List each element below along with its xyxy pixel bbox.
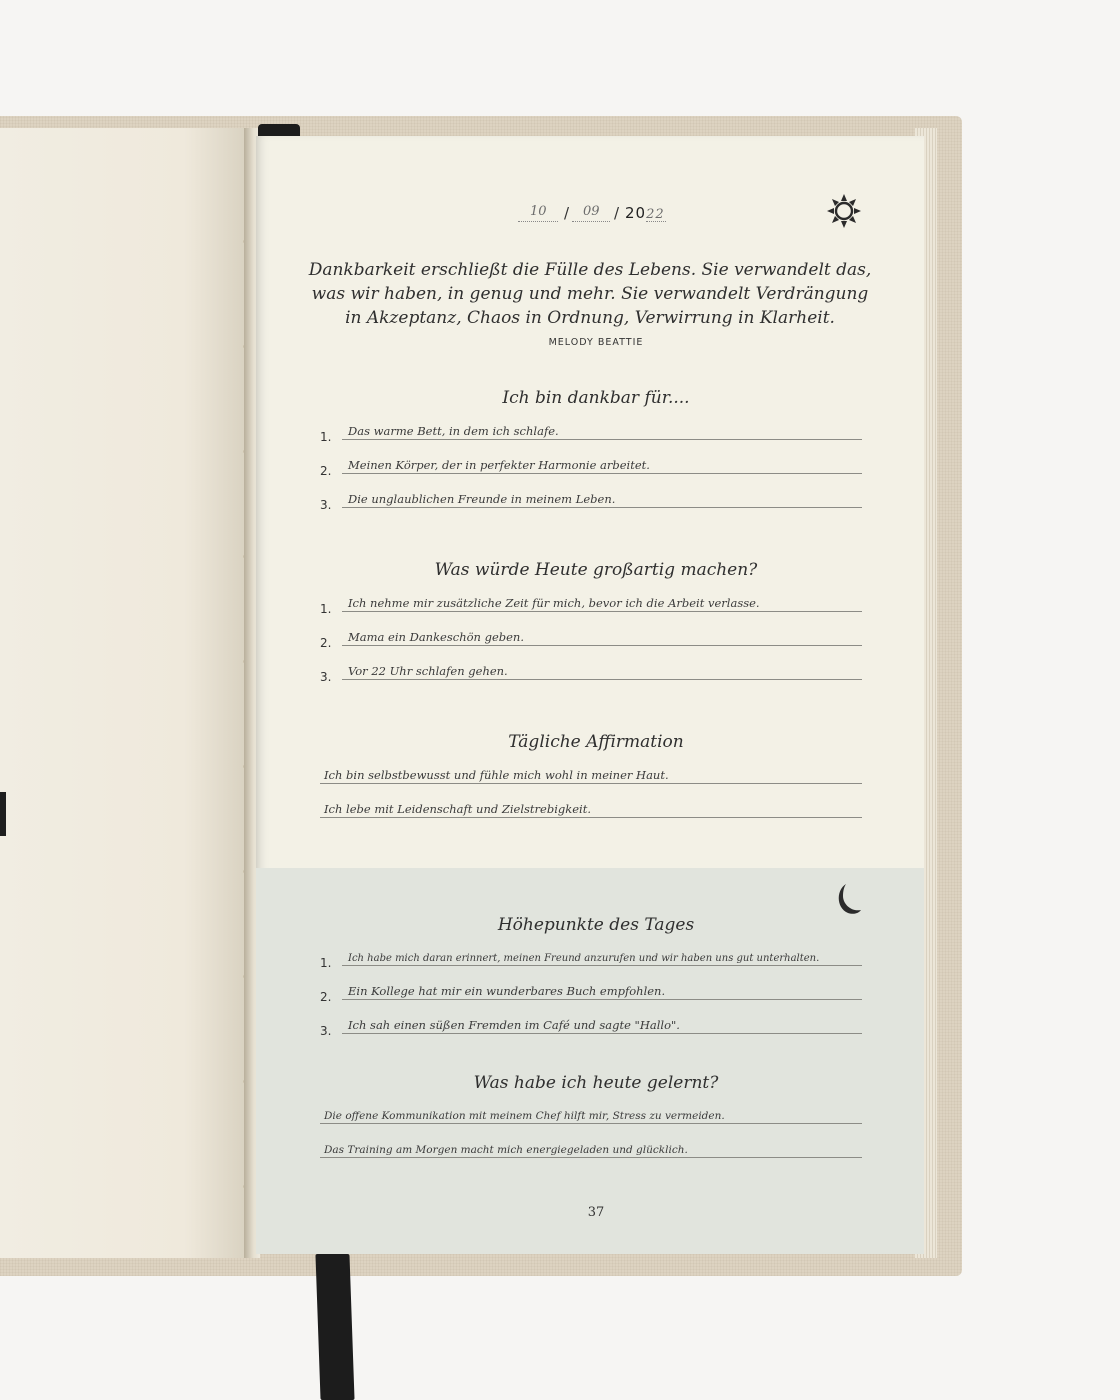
highlights-entry[interactable] [320,1008,862,1038]
highlights-entry[interactable] [320,940,862,970]
great-day-heading: Was würde Heute großartig machen? [434,560,758,580]
writing-line [320,783,862,784]
entry-text: Mama ein Dankeschön geben. [348,630,524,644]
date-month[interactable]: 09 [583,204,600,219]
gratitude-entry[interactable] [320,414,862,444]
entry-number: 3. [320,1024,332,1038]
date-year-dots [646,221,666,222]
entry-number: 1. [320,956,332,970]
writing-line [342,439,862,440]
entry-number: 3. [320,670,332,684]
date-day[interactable]: 10 [530,204,547,219]
entry-number: 3. [320,498,332,512]
entry-number: 1. [320,602,332,616]
entry-text: Ich nehme mir zusätzliche Zeit für mich, bevor ich die Arbeit verlasse. [348,596,760,610]
writing-line [342,679,862,680]
entry-text: Ich habe mich daran erinnert, meinen Freund anzurufen und wir haben uns gut unterhalten. [348,953,820,964]
entry-text: Die unglaublichen Freunde in meinem Leben. [348,492,616,506]
date-year-suffix: 22 [646,207,665,222]
bookmark-ribbon-top [258,124,300,136]
writing-line [320,817,862,818]
great-day-entry[interactable] [320,620,862,650]
writing-line [342,965,862,966]
learned-entry[interactable] [320,1098,862,1124]
entry-text: Ich sah einen süßen Fremden im Café und sagte "Hallo". [348,1018,680,1032]
entry-text: Das Training am Morgen macht mich energiegeladen und glücklich. [324,1144,688,1156]
great-day-entry[interactable] [320,654,862,684]
writing-line [342,645,862,646]
gratitude-entry[interactable] [320,448,862,478]
entry-text: Das warme Bett, in dem ich schlafe. [348,424,559,438]
writing-line [342,473,862,474]
writing-line [342,611,862,612]
entry-text: Ich bin selbstbewusst und fühle mich wohl in meiner Haut. [324,768,669,782]
highlights-entry[interactable] [320,974,862,1004]
entry-text: Ich lebe mit Leidenschaft und Zielstrebigkeit. [324,802,591,816]
moon-icon [834,882,862,916]
learned-heading: Was habe ich heute gelernt? [473,1073,719,1093]
date-field[interactable] [516,204,676,228]
affirmation-entry[interactable] [320,758,862,784]
quote-line: Dankbarkeit erschließt die Fülle des Lebens. Sie verwandelt das, [308,260,872,280]
quote-line: in Akzeptanz, Chaos in Ordnung, Verwirrung in Klarheit. [345,308,835,328]
date-day-dots [518,221,558,222]
writing-line [342,507,862,508]
gratitude-heading: Ich bin dankbar für.... [502,388,690,408]
great-day-entry[interactable] [320,586,862,616]
entry-text: Meinen Körper, der in perfekter Harmonie arbeitet. [348,458,650,472]
left-page [0,128,246,1258]
date-separator: / [614,204,620,222]
learned-entry[interactable] [320,1132,862,1158]
sun-icon [826,193,862,229]
writing-line [342,1033,862,1034]
entry-text: Vor 22 Uhr schlafen gehen. [348,664,508,678]
entry-number: 1. [320,430,332,444]
quote [256,258,924,330]
entry-text: Die offene Kommunikation mit meinem Chef hilft mir, Stress zu vermeiden. [324,1110,725,1122]
gratitude-entry[interactable] [320,482,862,512]
quote-line: was wir haben, in genug und mehr. Sie verwandelt Verdrängung [311,284,869,304]
entry-text: Ein Kollege hat mir ein wunderbares Buch empfohlen. [348,984,666,998]
quote-author: MELODY BEATTIE [548,337,644,348]
writing-line [342,999,862,1000]
entry-number: 2. [320,990,332,1004]
writing-line [320,1157,862,1158]
date-year-prefix: 20 [625,204,647,222]
date-month-dots [572,221,610,222]
highlights-heading: Höhepunkte des Tages [497,915,695,935]
affirmation-entry[interactable] [320,792,862,818]
entry-number: 2. [320,464,332,478]
entry-number: 2. [320,636,332,650]
date-separator: / [564,204,570,222]
bookmark-ribbon[interactable] [315,1254,354,1400]
date-year[interactable] [625,204,665,222]
affirmation-heading: Tägliche Affirmation [508,732,684,752]
page-number: 37 [587,1205,605,1220]
writing-line [320,1123,862,1124]
left-page-mark [0,792,6,836]
